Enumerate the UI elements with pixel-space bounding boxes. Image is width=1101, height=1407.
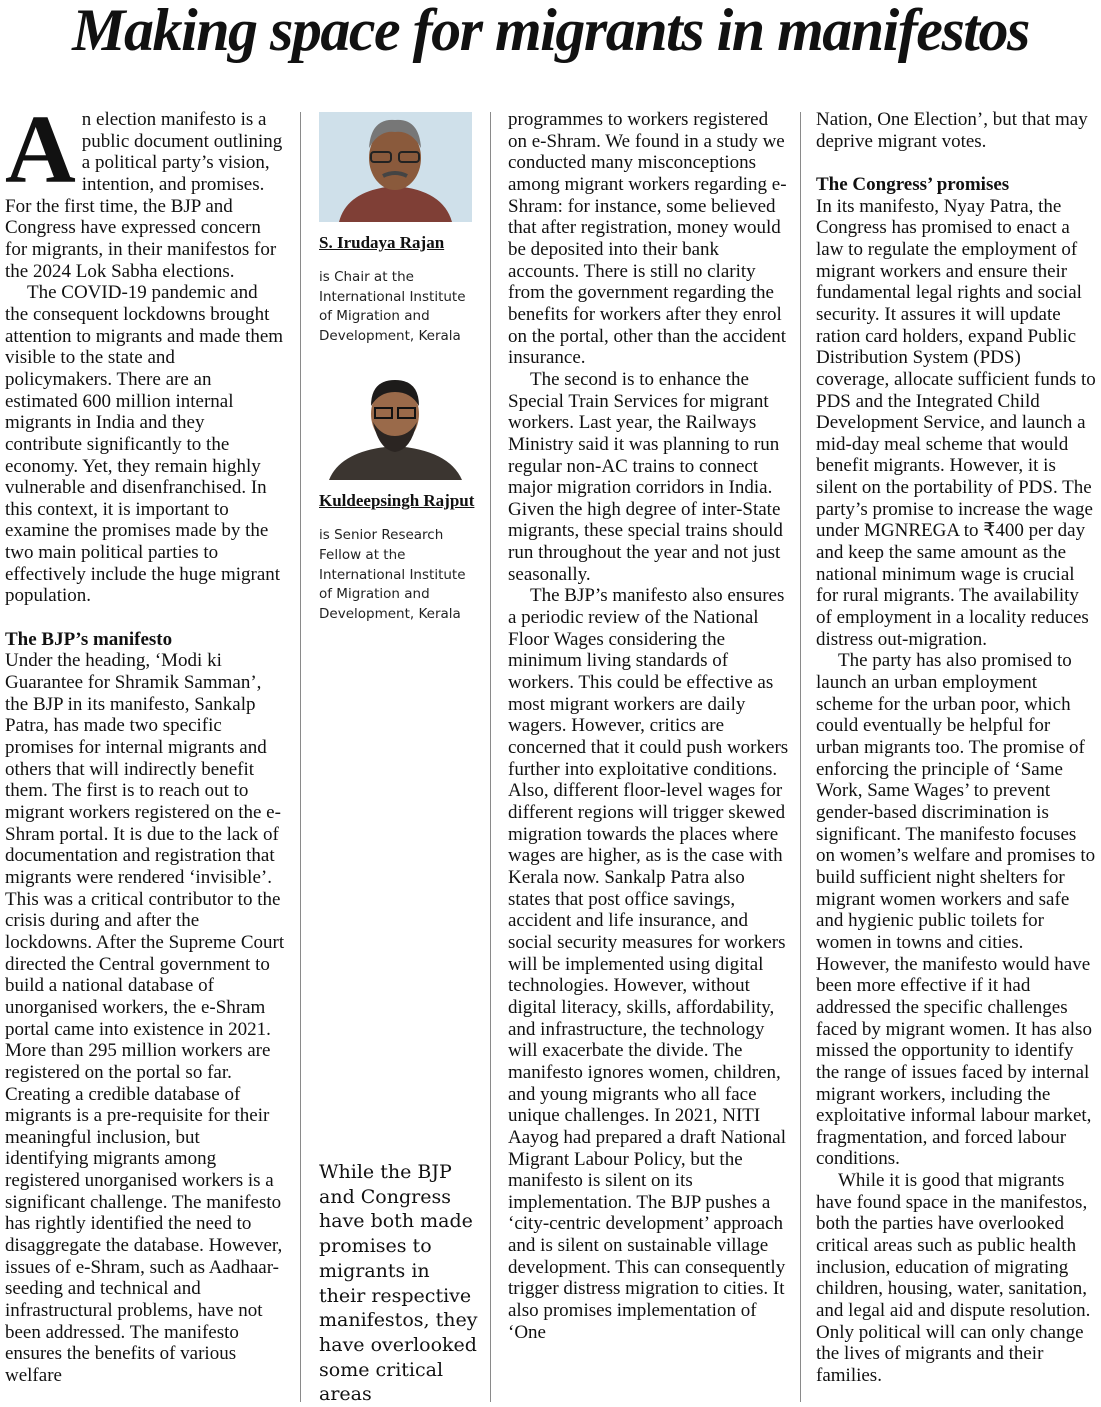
column-rule bbox=[800, 112, 801, 1402]
author-name: S. Irudaya Rajan bbox=[319, 233, 445, 252]
paragraph: While it is good that migrants have found space in the manifestos, both the parties have overlooked critical areas such as public health inclusion, education of migrating children, housing, water, sanitation, and legal aid and dispute resolution. Only political will can only change the lives of migrants and their families. bbox=[816, 1170, 1091, 1387]
author-sidebar bbox=[319, 112, 479, 624]
paragraph: The COVID-19 pandemic and the consequent lockdowns brought attention to migrants and made them visible to the state and policymakers. There are an estimated 600 million internal migrants in India and they contribute significantly to the economy. Yet, they remain highly vulnerable and disenfranchised. In this context, it is important to examine the promises made by the two main political parties to effectively include the huge migrant population. bbox=[5, 282, 284, 607]
section-heading: The BJP’s manifesto bbox=[5, 628, 173, 650]
author-photo bbox=[319, 370, 472, 480]
author-name: Kuldeepsingh Rajput bbox=[319, 491, 475, 511]
headline: Making space for migrants in manifestos bbox=[72, 0, 1029, 63]
pull-quote: While the BJP and Congress have both made promises to migrants in their respective manifestos, they have overlooked some critical areas bbox=[319, 1161, 478, 1406]
paragraph: Under the heading, ‘Modi ki Guarantee for Shramik Samman’, the BJP in its manifesto, Sankalp Patra, has made two specific promises for internal migrants and others that will indirectly benefit them. The first is to reach out to migrant workers registered on the e-Shram portal. It is due to the lack of documentation and registration that migrants were rendered ‘invisible’. This was a critical contributor to the crisis during and after the lockdowns. After the Supreme Court directed the Central government to build a national database of unorganised workers, the e-Shram portal came into existence in 2021. More than 295 million workers are registered on the portal so far. Creating a credible database of migrants is a pre-requisite for their meaningful inclusion, but identifying migrants among registered unorganised workers is a significant challenge. The manifesto has rightly identified the need to disaggregate the database. However, issues of e-Shram, such as Aadhaar-seeding and technical and infrastructural problems, have not been addressed. The manifesto ensures the benefits of various welfare bbox=[5, 650, 285, 1387]
article-column-1 bbox=[5, 96, 285, 1387]
column-rule bbox=[490, 112, 491, 1402]
article-column-4 bbox=[816, 109, 1098, 1387]
paragraph: In its manifesto, Nyay Patra, the Congress has promised to enact a law to regulate the employment of migrant workers and ensure their fundamental legal rights and social security. It assures it will update ration card holders, expand Public Distribution System (PDS) coverage, allocate sufficient funds to PDS and the Integrated Child Development Service, and launch a mid-day meal scheme that would benefit migrants. However, it is silent on the portability of PDS. The party’s promise to increase the wage under MGNREGA to ₹400 per day and keep the same amount as the national minimum wage is crucial for rural migrants. The availability of employment in a locality reduces distress out-migration. bbox=[816, 195, 1096, 650]
section-heading: The Congress’ promises bbox=[816, 173, 1010, 195]
drop-cap: A bbox=[5, 96, 76, 204]
paragraph: The second is to enhance the Special Train Services for migrant workers. Last year, the Railways Ministry said it was planning to run regular non-AC trains to connect major migration corridors in India. Given the high degree of inter-State migrants, these special trains should run throughout the year and not just seasonally. bbox=[508, 368, 783, 585]
paragraph: programmes to workers registered on e-Shram. We found in a study we conducted many misconceptions among migrant workers regarding e-Shram: for instance, some believed that after registration, money would be deposited into their bank accounts. There is still no clarity from the government regarding the benefits for workers after they enrol on the portal, other than the accident insurance. bbox=[508, 109, 787, 369]
paragraph: The party has also promised to launch an urban employment scheme for the urban poor, which could eventually be helpful for urban migrants too. The promise of enforcing the principle of ‘Same Work, Same Wages’ to prevent gender-based discrimination is significant. The manifesto focuses on women’s welfare and promises to build sufficient night shelters for migrant women workers and safe and hygienic public toilets for women in towns and cities. However, the manifesto would have been more effective if it had addressed the specific challenges faced by migrant women. It has also missed the opportunity to identify the range of issues faced by internal migrant workers, including the exploitative informal labour market, fragmentation, and forced labour conditions. bbox=[816, 650, 1096, 1170]
paragraph: The BJP’s manifesto also ensures a periodic review of the National Floor Wages considering the minimum living standards of workers. This could be effective as most migrant workers are daily wagers. However, critics are concerned that it could push workers further into exploitative conditions. Also, different floor-level wages for different regions will trigger skewed migration towards the places where wages are higher, as is the case with Kerala now. Sankalp Patra also states that post office savings, accident and life insurance, and social security measures for workers will be implemented using digital technologies. However, without digital literacy, skills, affordability, and infrastructure, the technology will exacerbate the divide. The manifesto ignores women, children, and young migrants who all face unique challenges. In 2021, NITI Aayog had prepared a draft National Migrant Labour Policy, but the manifesto is silent on its implementation. The BJP pushes a ‘city-centric development’ approach and is silent on sustainable village development. This can consequently trigger distress migration to cities. It also promises implementation of ‘One bbox=[508, 585, 789, 1343]
author-bio: is Senior Research Fellow at the International Institute of Migration and Development, Kerala bbox=[319, 527, 466, 622]
author-photo bbox=[319, 112, 472, 222]
author-bio: is Chair at the International Institute of Migration and Development, Kerala bbox=[319, 269, 466, 344]
paragraph: Nation, One Election’, but that may deprive migrant votes. bbox=[816, 109, 1088, 152]
paragraph: n election manifesto is a public document outlining a political party’s vision, intention, and promises. For the first time, the BJP and Congress have expressed concern for migrants, in their manifestos for the 2024 Lok Sabha elections. bbox=[5, 109, 283, 282]
article-column-3 bbox=[508, 109, 790, 1343]
column-rule bbox=[300, 112, 301, 1402]
